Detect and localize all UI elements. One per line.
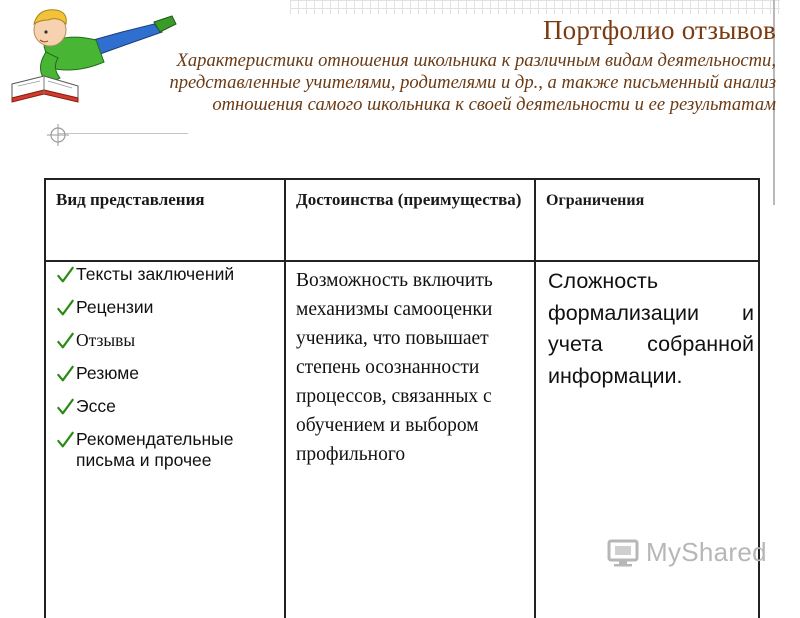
monitor-logo-icon	[606, 538, 640, 568]
advantages-text: Возможность включить механизмы самооценки ученика, что повышает степень осознанности процессов, связанных с обучением и выбором профильного	[296, 270, 493, 465]
watermark	[606, 537, 767, 568]
table-column-advantages	[286, 180, 536, 618]
checkmark-icon	[56, 299, 75, 317]
table-header-cell: Достоинства (преимущества)	[296, 190, 522, 209]
list-item	[56, 297, 280, 318]
crosshair-icon	[47, 124, 69, 146]
page-subtitle: Характеристики отношения школьника к различным видам деятельности, представленные учителями, родителями и др., а также письменный анализ отношения самого школьника к своей деятельности и ее результатам	[169, 50, 776, 115]
checkmark-icon	[56, 431, 75, 449]
checkmark-icon	[56, 398, 75, 416]
list-item	[56, 264, 280, 285]
list-item-label: Тексты заключений	[76, 264, 235, 284]
list-item-label: Отзывы	[76, 330, 136, 350]
checkmark-icon	[56, 332, 75, 350]
table-header-cell: Вид представления	[56, 190, 205, 209]
list-item	[56, 330, 280, 351]
list-item	[56, 363, 280, 384]
table-header-cell: Ограничения	[546, 192, 645, 209]
checkmark-icon	[56, 365, 75, 383]
list-item-label: Рекомендательные письма и прочее	[76, 429, 234, 470]
decorative-grid	[290, 0, 780, 14]
list-item	[56, 396, 280, 417]
checkmark-icon	[56, 266, 75, 284]
limitations-text: Сложность формализации и учета собранной информации.	[548, 269, 754, 388]
list-item	[56, 429, 280, 471]
list-item-label: Рецензии	[76, 297, 154, 317]
page-title: Портфолио отзывов	[542, 15, 776, 45]
list-item-label: Эссе	[76, 396, 116, 416]
table-column-forms	[46, 180, 286, 618]
forms-list	[56, 264, 280, 483]
decorative-horizontal-line	[58, 133, 188, 134]
list-item-label: Резюме	[76, 363, 139, 383]
watermark-text: MyShared	[646, 537, 767, 567]
